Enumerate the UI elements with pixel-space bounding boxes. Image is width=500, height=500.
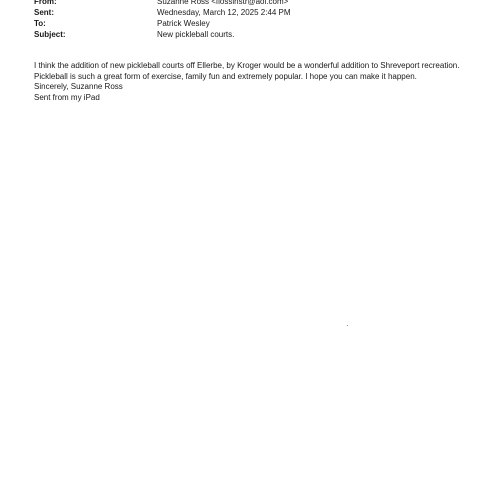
header-label-subject: Subject:: [34, 30, 66, 39]
email-header: [34, 0, 474, 40]
header-label-from: From:: [34, 0, 57, 6]
email-signature: Sent from my iPad: [34, 92, 100, 102]
email-signoff: Sincerely, Suzanne Ross: [34, 82, 123, 91]
header-row-from: [34, 0, 474, 7]
email-body: [34, 61, 482, 103]
header-label-to: To:: [34, 19, 46, 28]
scan-speck: [347, 325, 348, 326]
email-body-paragraph: I think the addition of new pickleball courts off Ellerbe, by Kroger would be a wonderful addition to Shreveport recreation. Pickleball is such a great form of exercise, family fun and extremely popular. I hope you can make it happen.: [34, 61, 460, 81]
header-label-sent: Sent:: [34, 8, 54, 17]
header-value-from: Suzanne Ross <flossinstr@aol.com>: [157, 0, 289, 6]
header-value-subject: New pickleball courts.: [157, 30, 235, 39]
header-row-to: [34, 18, 474, 29]
header-row-subject: [34, 29, 474, 40]
header-value-to: Patrick Wesley: [157, 19, 210, 28]
header-value-sent: Wednesday, March 12, 2025 2:44 PM: [157, 8, 291, 17]
header-row-sent: [34, 7, 474, 18]
